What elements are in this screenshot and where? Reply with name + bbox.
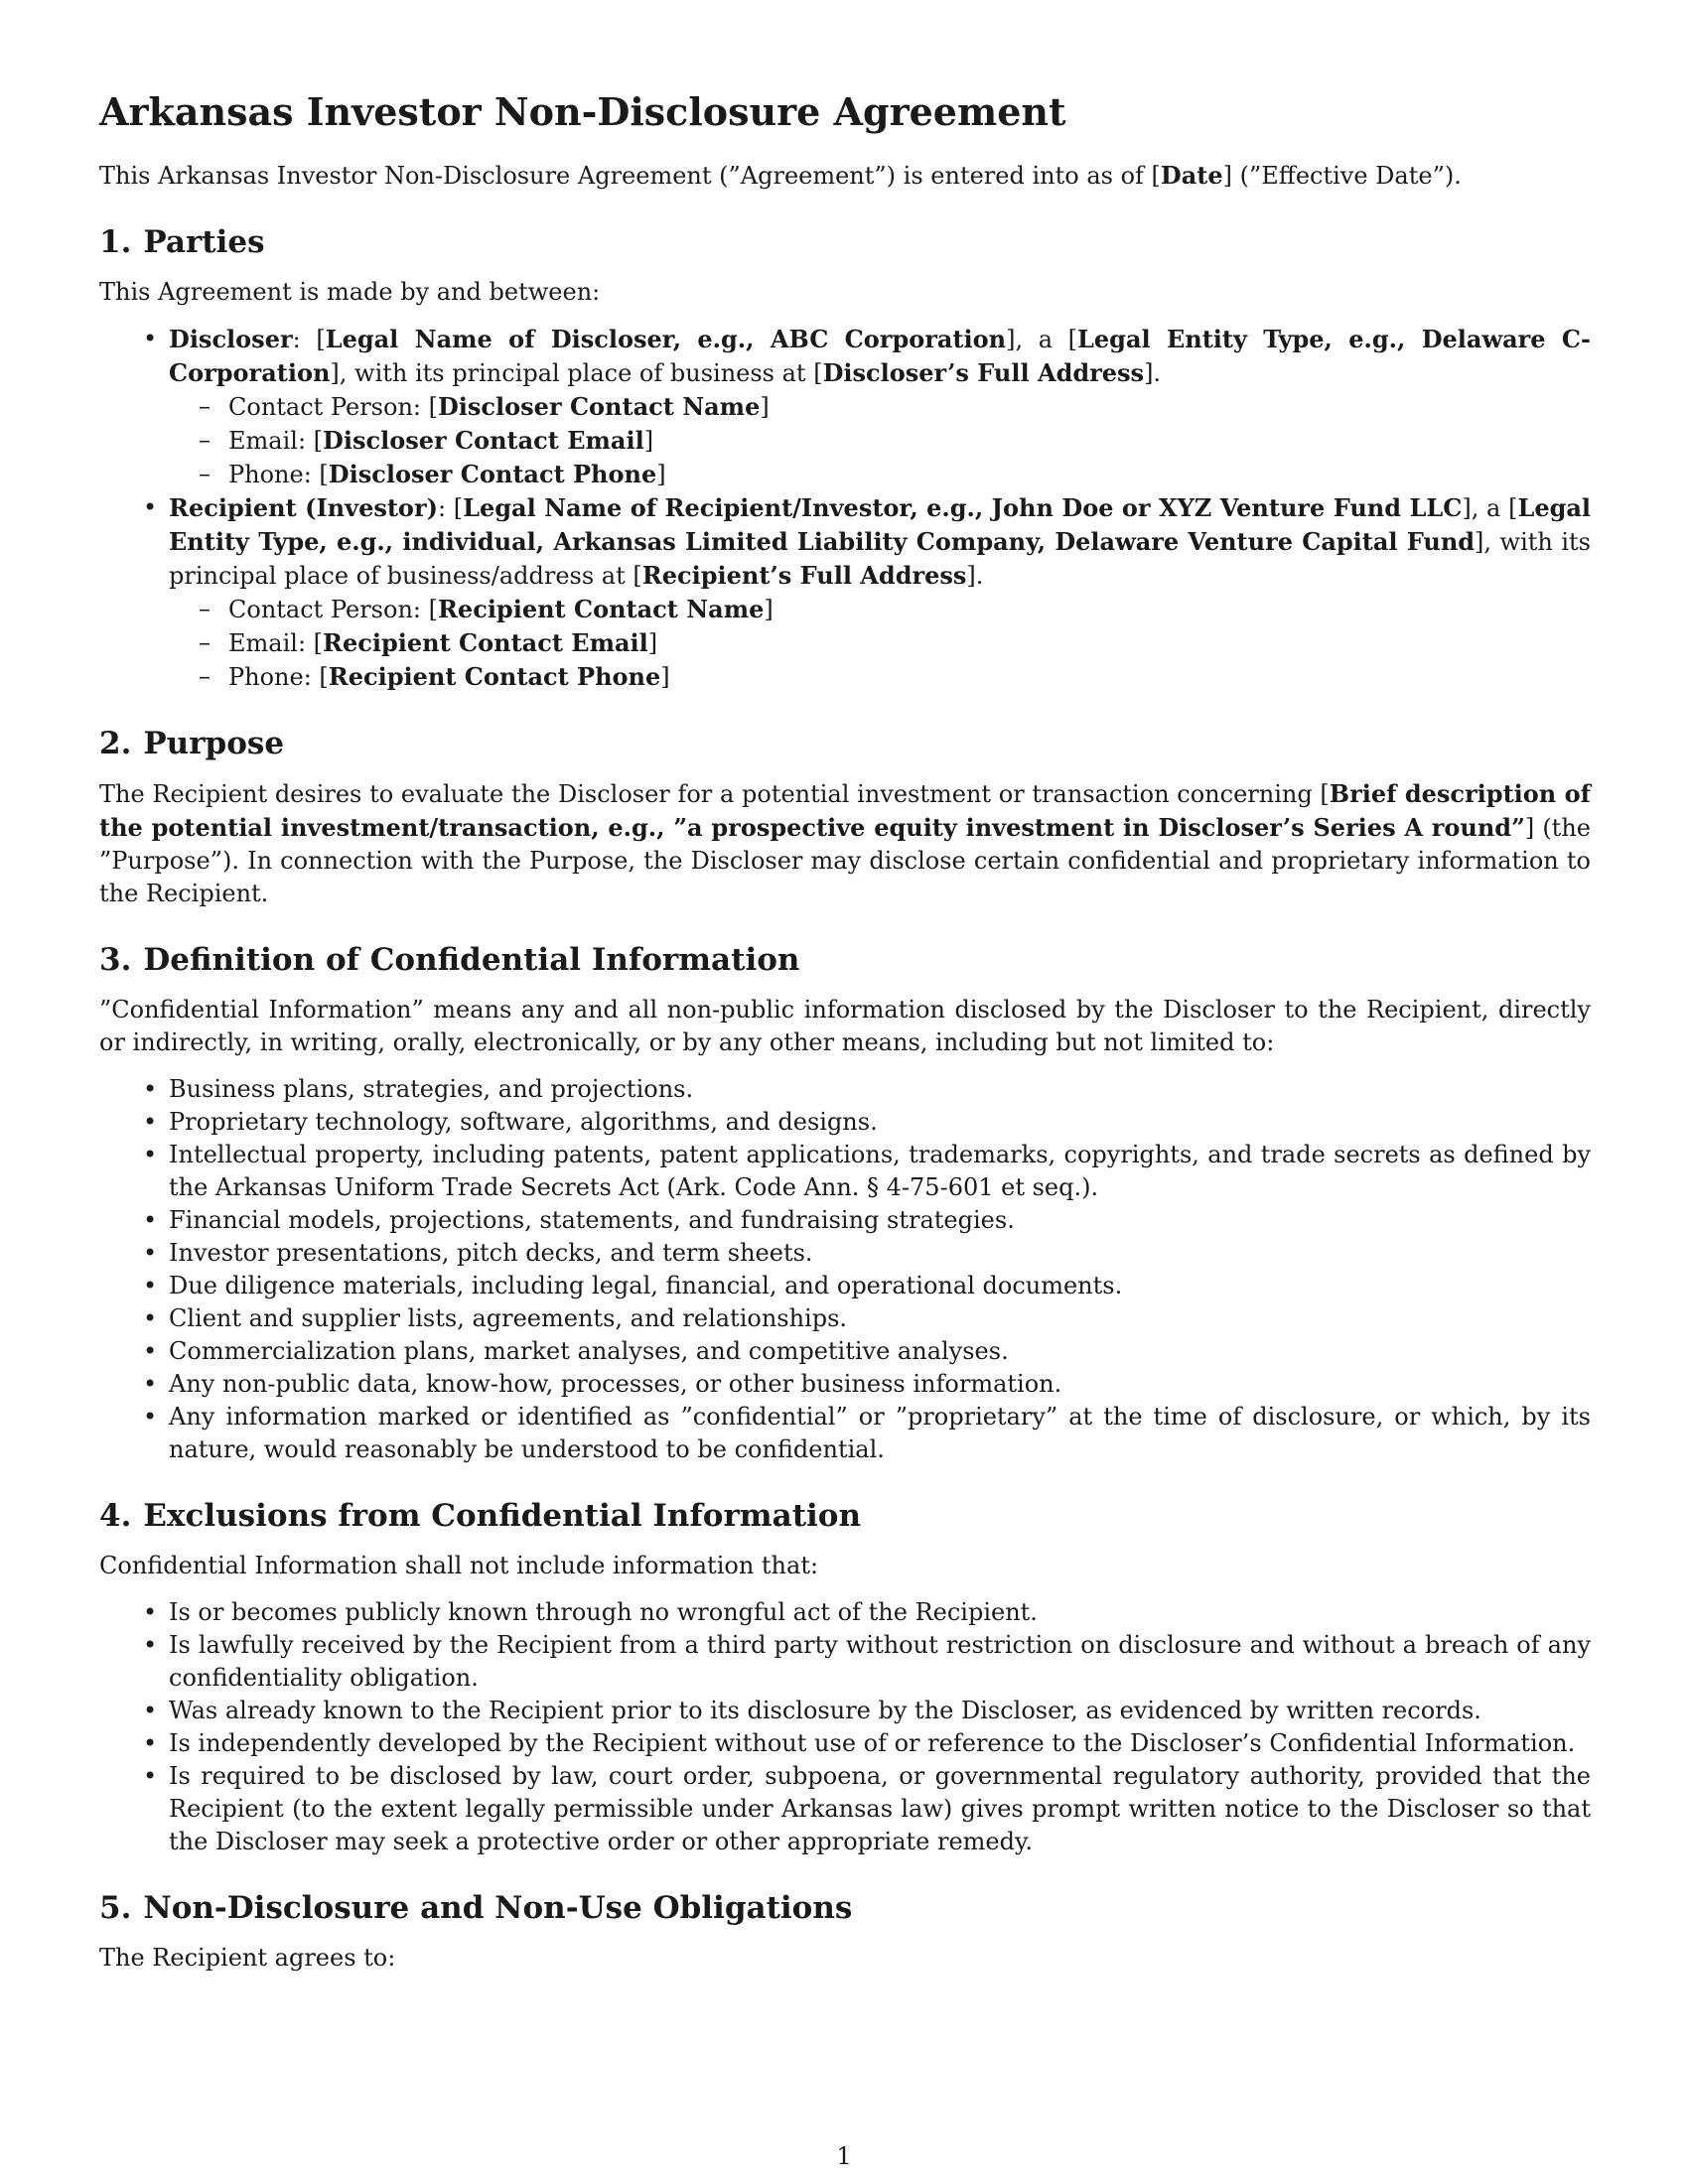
list-item: • Any non-public data, know-how, processes, or other business information. xyxy=(169,1368,1591,1401)
list-item: • Is independently developed by the Recipient without use of or reference to the Discloser’s Confidential Information. xyxy=(169,1727,1591,1760)
page-number: 1 xyxy=(836,2142,852,2170)
document-title: Arkansas Investor Non-Disclosure Agreement xyxy=(99,89,1066,134)
list-item: – Email: [Recipient Contact Email] xyxy=(228,626,1591,660)
list-item: – Phone: [Discloser Contact Phone] xyxy=(228,458,1591,491)
discloser-contact-list xyxy=(169,390,1591,491)
parties-intro: This Agreement is made by and between: xyxy=(99,278,601,306)
list-item: • Due diligence materials, including legal, financial, and operational documents. xyxy=(169,1270,1591,1302)
list-item: – Email: [Discloser Contact Email] xyxy=(228,424,1591,458)
list-item: • Is lawfully received by the Recipient from a third party without restriction on disclosure and without a breach of any confidentiality obligation. xyxy=(169,1629,1591,1695)
recipient-item: • Recipient (Investor): [Legal Name of Recipient/Investor, e.g., John Doe or XYZ Venture Fund LLC], a [Legal Entity Type, e.g., individual, Arkansas Limited Liability Company, Delaware Venture Capital Fund], with its principal place of business/address at [Recipient’s Full Address]. – Contact Person: [Recipient Contact Name] – Email: [Recipient Contact Email] – Phone: [Recipient Contact Phone] xyxy=(169,491,1591,694)
definition-list xyxy=(99,1073,1591,1466)
section-heading-parties: 1. Parties xyxy=(99,224,265,260)
exclusions-paragraph: Confidential Information shall not include information that: xyxy=(99,1552,819,1579)
recipient-contact-list xyxy=(169,593,1591,694)
document-page xyxy=(99,87,1591,1988)
intro-paragraph: This Arkansas Investor Non-Disclosure Agreement (”Agreement”) is entered into as of [Date] (”Effective Date”). xyxy=(99,161,1462,190)
list-item: – Contact Person: [Recipient Contact Name] xyxy=(228,593,1591,626)
list-item: • Client and supplier lists, agreements, and relationships. xyxy=(169,1302,1591,1335)
list-item: • Intellectual property, including patents, patent applications, trademarks, copyrights, and trade secrets as defined by the Arkansas Uniform Trade Secrets Act (Ark. Code Ann. § 4-75-601 et seq.). xyxy=(169,1139,1591,1204)
section-heading-purpose: 2. Purpose xyxy=(99,726,285,761)
list-item: • Any information marked or identified as ”confidential” or ”proprietary” at the time of disclosure, or which, by its nature, would reasonably be understood to be confidential. xyxy=(169,1401,1591,1466)
list-item: – Contact Person: [Discloser Contact Name] xyxy=(228,390,1591,424)
list-item: • Commercialization plans, market analyses, and competitive analyses. xyxy=(169,1335,1591,1368)
list-item: • Was already known to the Recipient prior to its disclosure by the Discloser, as evidenced by written records. xyxy=(169,1695,1591,1727)
list-item: • Business plans, strategies, and projections. xyxy=(169,1073,1591,1106)
list-item: • Financial models, projections, statements, and fundraising strategies. xyxy=(169,1204,1591,1237)
effective-date-placeholder: Date xyxy=(1160,161,1223,190)
list-item: • Investor presentations, pitch decks, and term sheets. xyxy=(169,1237,1591,1270)
list-item: • Is or becomes publicly known through no wrongful act of the Recipient. xyxy=(169,1596,1591,1629)
parties-list xyxy=(99,323,1591,694)
list-item: • Proprietary technology, software, algorithms, and designs. xyxy=(169,1106,1591,1139)
list-item: • Is required to be disclosed by law, court order, subpoena, or governmental regulatory authority, provided that the Recipient (to the extent legally permissible under Arkansas law) gives prompt written notice to the Discloser so that the Discloser may seek a protective order or other appropriate remedy. xyxy=(169,1760,1591,1858)
list-item: – Phone: [Recipient Contact Phone] xyxy=(228,660,1591,694)
section-heading-obligations: 5. Non-Disclosure and Non-Use Obligations xyxy=(99,1890,853,1926)
purpose-paragraph: The Recipient desires to evaluate the Discloser for a potential investment or transaction concerning [Brief description of the potential investment/transaction, e.g., ”a prospective equity investment in Discloser’s Series A round”] (the ”Purpose”). In connection with the Purpose, the Discloser may disclose certain confidential and proprietary information to the Recipient. xyxy=(99,779,1592,907)
discloser-item: • Discloser: [Legal Name of Discloser, e.g., ABC Corporation], a [Legal Entity Type, e.g., Delaware C-Corporation], with its principal place of business at [Discloser’s Full Address]. – Contact Person: [Discloser Contact Name] – Email: [Discloser Contact Email] – Phone: [Discloser Contact Phone] xyxy=(169,323,1591,491)
exclusions-list xyxy=(99,1596,1591,1858)
section-heading-definition: 3. Definition of Confidential Information xyxy=(99,942,800,978)
definition-paragraph: ”Confidential Information” means any and all non-public information disclosed by the Discloser to the Recipient, directly or indirectly, in writing, orally, electronically, or by any other means, including but not limited to: xyxy=(99,996,1591,1056)
obligations-paragraph: The Recipient agrees to: xyxy=(99,1944,396,1972)
section-heading-exclusions: 4. Exclusions from Confidential Information xyxy=(99,1498,862,1534)
